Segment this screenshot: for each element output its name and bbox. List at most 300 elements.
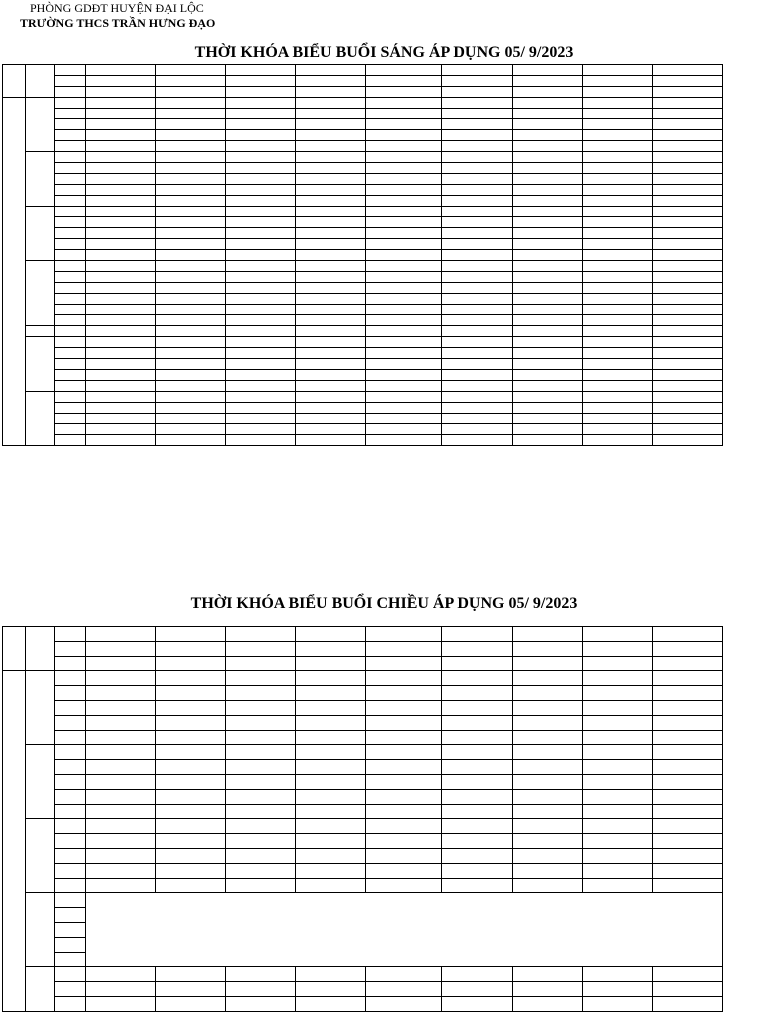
homeroom-teacher: [366, 641, 442, 656]
homeroom-teacher: [582, 641, 652, 656]
lesson-cell: [652, 424, 722, 435]
lesson-cell: [512, 239, 582, 250]
lesson-cell: [155, 715, 225, 730]
lesson-cell: [295, 195, 365, 206]
lesson-cell: [652, 141, 722, 152]
lesson-cell: [155, 173, 225, 184]
lesson-cell: [85, 774, 155, 789]
lesson-cell: [512, 119, 582, 130]
lesson-cell: [155, 834, 225, 849]
tiet-cell: [54, 152, 85, 163]
table-row: [3, 391, 723, 402]
lesson-cell: [85, 804, 155, 819]
lesson-cell: [295, 315, 365, 326]
table-row: [3, 359, 723, 370]
lesson-cell: [442, 184, 512, 195]
lesson-cell: [225, 163, 295, 174]
lesson-cell: [366, 261, 442, 272]
lesson-cell: [652, 217, 722, 228]
blank-cell: [295, 86, 365, 97]
tiet-cell: [54, 686, 85, 701]
class-header: [652, 627, 722, 642]
homeroom-teacher: [225, 641, 295, 656]
class-header: [512, 627, 582, 642]
class-header: [85, 627, 155, 642]
lesson-cell: [582, 982, 652, 997]
tiet-cell: [54, 878, 85, 893]
lesson-cell: [85, 834, 155, 849]
lesson-cell: [442, 863, 512, 878]
lesson-cell: [85, 184, 155, 195]
lesson-cell: [366, 130, 442, 141]
lesson-cell: [295, 391, 365, 402]
lesson-cell: [85, 967, 155, 982]
lesson-cell: [85, 760, 155, 775]
thu-cell: [25, 326, 54, 337]
lesson-cell: [85, 206, 155, 217]
lesson-cell: [366, 359, 442, 370]
lesson-cell: [512, 982, 582, 997]
tiet-cell: [54, 863, 85, 878]
lesson-cell: [442, 369, 512, 380]
lesson-cell: [652, 348, 722, 359]
tiet-cell: [54, 282, 85, 293]
lesson-cell: [366, 413, 442, 424]
lesson-cell: [366, 996, 442, 1011]
class-header: [652, 326, 722, 337]
class-header: [442, 65, 512, 76]
lesson-cell: [652, 380, 722, 391]
lesson-cell: [442, 730, 512, 745]
lesson-cell: [366, 819, 442, 834]
homeroom-teacher: [582, 75, 652, 86]
tiet-cell: [54, 760, 85, 775]
lesson-cell: [366, 141, 442, 152]
lesson-cell: [442, 967, 512, 982]
lesson-cell: [442, 228, 512, 239]
lesson-cell: [582, 271, 652, 282]
tiet-cell: [54, 671, 85, 686]
lesson-cell: [225, 119, 295, 130]
lesson-cell: [295, 413, 365, 424]
lesson-cell: [442, 261, 512, 272]
class-header: [155, 627, 225, 642]
lesson-cell: [85, 715, 155, 730]
table-row: [3, 996, 723, 1011]
lesson-cell: [155, 250, 225, 261]
lesson-cell: [85, 141, 155, 152]
lesson-cell: [512, 435, 582, 446]
lesson-cell: [652, 108, 722, 119]
lesson-cell: [582, 834, 652, 849]
lesson-cell: [512, 250, 582, 261]
blank-cell: [512, 656, 582, 671]
table-row: [3, 326, 723, 337]
lesson-cell: [155, 774, 225, 789]
lesson-cell: [652, 789, 722, 804]
table-row: [3, 282, 723, 293]
lesson-cell: [582, 402, 652, 413]
lesson-cell: [652, 730, 722, 745]
lesson-cell: [155, 402, 225, 413]
lesson-cell: [85, 359, 155, 370]
lesson-cell: [225, 391, 295, 402]
lesson-cell: [582, 686, 652, 701]
lesson-cell: [442, 760, 512, 775]
lesson-cell: [582, 848, 652, 863]
table-row: [3, 789, 723, 804]
lesson-cell: [225, 848, 295, 863]
lesson-cell: [442, 380, 512, 391]
lesson-cell: [295, 369, 365, 380]
lesson-cell: [85, 293, 155, 304]
lesson-cell: [85, 119, 155, 130]
lesson-cell: [225, 804, 295, 819]
lesson-cell: [225, 413, 295, 424]
blank-cell: [512, 86, 582, 97]
lesson-cell: [582, 715, 652, 730]
class-header: [85, 65, 155, 76]
table-row: [3, 715, 723, 730]
lesson-cell: [225, 184, 295, 195]
table-row: [3, 97, 723, 108]
tiet-cell: [54, 348, 85, 359]
lesson-cell: [442, 141, 512, 152]
lesson-cell: [225, 982, 295, 997]
blank-cell: [155, 656, 225, 671]
class-header: [225, 326, 295, 337]
thu-cell: [25, 206, 54, 260]
thu-cell: [25, 893, 54, 967]
lesson-cell: [512, 184, 582, 195]
lesson-cell: [512, 789, 582, 804]
lesson-cell: [652, 206, 722, 217]
lesson-cell: [366, 315, 442, 326]
lesson-cell: [225, 130, 295, 141]
lesson-cell: [512, 108, 582, 119]
lesson-cell: [652, 878, 722, 893]
lesson-cell: [155, 108, 225, 119]
lesson-cell: [225, 863, 295, 878]
school-name: TRƯỜNG THCS TRẦN HƯNG ĐẠO: [20, 16, 216, 30]
lesson-cell: [512, 996, 582, 1011]
table-row: [3, 315, 723, 326]
table-row: [3, 848, 723, 863]
lesson-cell: [582, 730, 652, 745]
lesson-cell: [85, 130, 155, 141]
lesson-cell: [512, 863, 582, 878]
lesson-cell: [512, 700, 582, 715]
lesson-cell: [652, 967, 722, 982]
tiet-cell: [54, 369, 85, 380]
lesson-cell: [582, 391, 652, 402]
lesson-cell: [366, 834, 442, 849]
lesson-cell: [442, 391, 512, 402]
tiet-cell: [54, 119, 85, 130]
lesson-cell: [652, 863, 722, 878]
lesson-cell: [366, 848, 442, 863]
lesson-cell: [155, 184, 225, 195]
lesson-cell: [582, 348, 652, 359]
thu-cell: [25, 819, 54, 893]
lesson-cell: [582, 967, 652, 982]
lesson-cell: [442, 424, 512, 435]
tiet-cell: [54, 774, 85, 789]
table-row: [3, 671, 723, 686]
table-row: [3, 774, 723, 789]
lesson-cell: [85, 173, 155, 184]
lesson-cell: [295, 819, 365, 834]
lesson-cell: [652, 271, 722, 282]
buoi-column: [3, 65, 26, 98]
lesson-cell: [652, 250, 722, 261]
lesson-cell: [582, 369, 652, 380]
lesson-cell: [366, 774, 442, 789]
table-row: [3, 141, 723, 152]
lesson-cell: [85, 369, 155, 380]
lesson-cell: [225, 760, 295, 775]
lesson-cell: [295, 304, 365, 315]
lesson-cell: [295, 141, 365, 152]
lesson-cell: [366, 686, 442, 701]
lesson-cell: [652, 715, 722, 730]
thu-cell: [25, 391, 54, 445]
tiet-cell: [54, 271, 85, 282]
class-header: [155, 65, 225, 76]
lesson-cell: [366, 789, 442, 804]
class-header: [366, 326, 442, 337]
lesson-cell: [442, 108, 512, 119]
lesson-cell: [442, 315, 512, 326]
lesson-cell: [366, 671, 442, 686]
lesson-cell: [85, 700, 155, 715]
lesson-cell: [442, 413, 512, 424]
lesson-cell: [155, 369, 225, 380]
class-header: [295, 65, 365, 76]
class-header: [582, 326, 652, 337]
lesson-cell: [512, 359, 582, 370]
lesson-cell: [582, 996, 652, 1011]
lesson-cell: [652, 369, 722, 380]
blank-cell: [225, 656, 295, 671]
tiet-cell: [54, 834, 85, 849]
lesson-cell: [295, 173, 365, 184]
meeting-cell: [85, 893, 723, 967]
tiet-cell: [54, 937, 85, 952]
lesson-cell: [512, 315, 582, 326]
lesson-cell: [652, 228, 722, 239]
lesson-cell: [652, 996, 722, 1011]
lesson-cell: [155, 119, 225, 130]
tiet-cell: [54, 163, 85, 174]
lesson-cell: [442, 97, 512, 108]
tiet-cell: [54, 908, 85, 923]
table-row: [3, 337, 723, 348]
lesson-cell: [295, 834, 365, 849]
lesson-cell: [582, 130, 652, 141]
tiet-cell: [54, 326, 85, 337]
blank-cell: [295, 656, 365, 671]
lesson-cell: [85, 250, 155, 261]
thu-cell: [25, 152, 54, 206]
lesson-cell: [652, 359, 722, 370]
lesson-cell: [512, 369, 582, 380]
homeroom-teacher: [652, 641, 722, 656]
lesson-cell: [652, 282, 722, 293]
lesson-cell: [652, 261, 722, 272]
lesson-cell: [85, 195, 155, 206]
lesson-cell: [225, 996, 295, 1011]
lesson-cell: [225, 967, 295, 982]
tiet-cell: [54, 337, 85, 348]
lesson-cell: [442, 789, 512, 804]
tiet-cell: [54, 359, 85, 370]
lesson-cell: [366, 228, 442, 239]
class-header: [85, 282, 155, 293]
lesson-cell: [85, 982, 155, 997]
tiet-cell: [54, 184, 85, 195]
class-header: [85, 326, 155, 337]
lesson-cell: [155, 228, 225, 239]
lesson-cell: [295, 239, 365, 250]
class-header: [155, 326, 225, 337]
lesson-cell: [295, 760, 365, 775]
lesson-cell: [512, 834, 582, 849]
lesson-cell: [85, 671, 155, 686]
lesson-cell: [442, 206, 512, 217]
lesson-cell: [155, 819, 225, 834]
lesson-cell: [442, 195, 512, 206]
blank-cell: [442, 656, 512, 671]
lesson-cell: [295, 774, 365, 789]
lesson-cell: [155, 217, 225, 228]
lesson-cell: [366, 348, 442, 359]
homeroom-teacher: [225, 75, 295, 86]
lesson-cell: [442, 982, 512, 997]
lesson-cell: [225, 671, 295, 686]
lesson-cell: [295, 130, 365, 141]
table-row: [3, 217, 723, 228]
lesson-cell: [442, 348, 512, 359]
table-row: [3, 152, 723, 163]
lesson-cell: [225, 261, 295, 272]
lesson-cell: [582, 424, 652, 435]
table-row: [3, 293, 723, 304]
lesson-cell: [85, 878, 155, 893]
lesson-cell: [85, 163, 155, 174]
tiet-cell: [54, 195, 85, 206]
lesson-cell: [442, 774, 512, 789]
lesson-cell: [85, 304, 155, 315]
tiet-header: [54, 656, 85, 671]
lesson-cell: [225, 315, 295, 326]
lesson-cell: [442, 686, 512, 701]
homeroom-teacher: [652, 75, 722, 86]
lesson-cell: [295, 804, 365, 819]
lesson-cell: [512, 819, 582, 834]
lesson-cell: [155, 239, 225, 250]
class-header: [155, 282, 225, 293]
class-header: [295, 293, 365, 304]
class-header: [652, 65, 722, 76]
blank-cell: [582, 86, 652, 97]
lesson-cell: [295, 282, 365, 293]
lesson-cell: [295, 982, 365, 997]
lesson-cell: [442, 130, 512, 141]
lesson-cell: [652, 304, 722, 315]
lesson-cell: [225, 173, 295, 184]
lesson-cell: [225, 271, 295, 282]
lesson-cell: [155, 152, 225, 163]
buoi-label-cell: [3, 97, 26, 446]
afternoon-timetable: [2, 626, 723, 1012]
lesson-cell: [155, 435, 225, 446]
tiet-cell: [54, 315, 85, 326]
tiet-cell: [54, 922, 85, 937]
homeroom-teacher: [155, 641, 225, 656]
lesson-cell: [366, 715, 442, 730]
lesson-cell: [85, 819, 155, 834]
lesson-cell: [582, 250, 652, 261]
lesson-cell: [442, 834, 512, 849]
lesson-cell: [295, 184, 365, 195]
office-name: PHÒNG GDĐT HUYỆN ĐẠI LỘC: [30, 1, 204, 15]
lesson-cell: [652, 671, 722, 686]
tiet-cell: [54, 730, 85, 745]
lesson-cell: [512, 402, 582, 413]
gvcn-header: [54, 75, 85, 86]
lesson-cell: [225, 250, 295, 261]
lesson-cell: [295, 715, 365, 730]
lesson-cell: [366, 391, 442, 402]
lesson-cell: [295, 119, 365, 130]
blank-cell: [582, 656, 652, 671]
lesson-cell: [225, 402, 295, 413]
lesson-cell: [366, 217, 442, 228]
lesson-cell: [366, 163, 442, 174]
lesson-cell: [225, 141, 295, 152]
table-row: [3, 119, 723, 130]
lesson-cell: [85, 380, 155, 391]
blank-cell: [652, 86, 722, 97]
lesson-cell: [155, 271, 225, 282]
lesson-cell: [366, 760, 442, 775]
lesson-cell: [652, 686, 722, 701]
lesson-cell: [652, 315, 722, 326]
blank-cell: [366, 86, 442, 97]
lesson-cell: [582, 745, 652, 760]
lesson-cell: [225, 369, 295, 380]
tiet-cell: [54, 893, 85, 908]
table-row: [3, 380, 723, 391]
lesson-cell: [512, 774, 582, 789]
table-row: [3, 413, 723, 424]
blank-cell: [85, 86, 155, 97]
lesson-cell: [652, 97, 722, 108]
lesson-cell: [652, 337, 722, 348]
lesson-cell: [295, 878, 365, 893]
lesson-cell: [85, 337, 155, 348]
table-row: [3, 173, 723, 184]
lesson-cell: [155, 304, 225, 315]
table-row: [3, 760, 723, 775]
lesson-cell: [512, 130, 582, 141]
lesson-cell: [366, 184, 442, 195]
lesson-cell: [225, 228, 295, 239]
tiet-cell: [54, 261, 85, 272]
lesson-cell: [652, 173, 722, 184]
lesson-cell: [366, 878, 442, 893]
